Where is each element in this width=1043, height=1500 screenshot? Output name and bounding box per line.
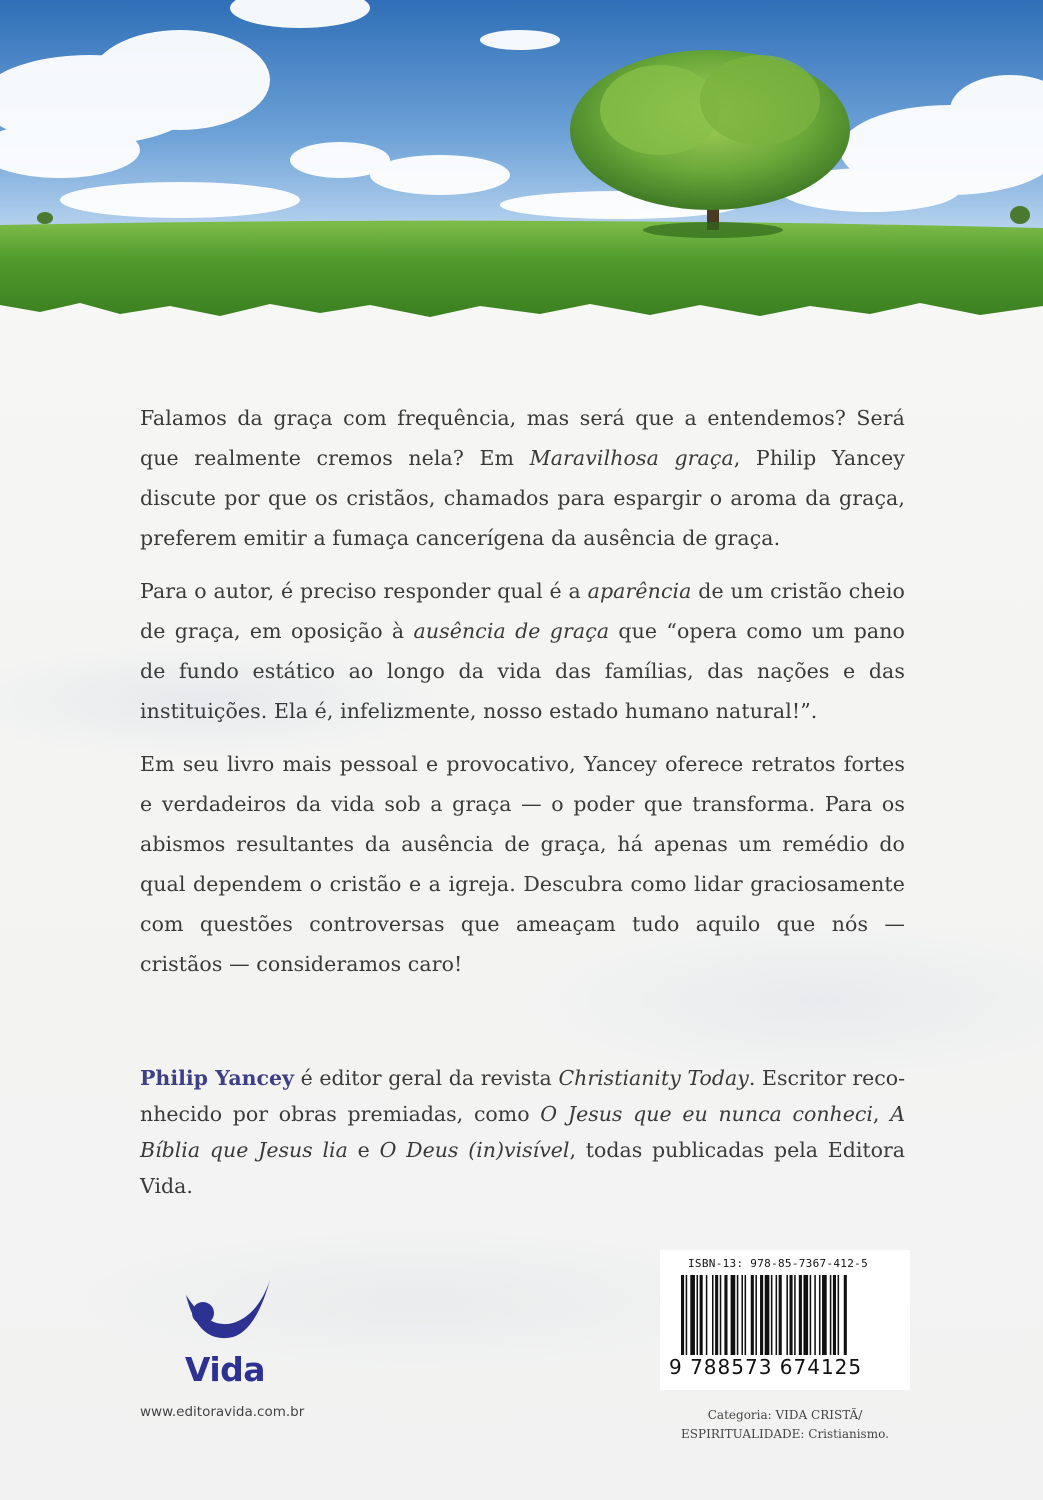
category-label — [660, 1406, 910, 1444]
barcode-icon — [681, 1275, 896, 1355]
publisher-website[interactable]: www.editoravida.com.br — [140, 1404, 305, 1420]
bio-run: Christianity Today — [558, 1066, 749, 1090]
bio-run: , todas publicadas pela Editora Vida. — [140, 1138, 906, 1198]
synopsis-paragraph — [140, 744, 905, 984]
synopsis-paragraph — [140, 398, 905, 558]
category-line-1: Categoria: VIDA CRISTÃ/ — [707, 1408, 863, 1422]
synopsis-run: aparência — [587, 579, 692, 603]
author-bio — [140, 1060, 905, 1204]
synopsis-run: Para o autor, é preciso responder qual é a — [140, 579, 588, 603]
synopsis-paragraph — [140, 571, 905, 731]
synopsis-run: ausência de graça — [413, 619, 610, 643]
bio-run: é editor geral da revista — [293, 1066, 559, 1090]
synopsis-run: , Philip Yancey discute por que os cristãos, chamados para espargir o aroma da graça, preferem emitir a fumaça cancerígena da ausência de graça. — [140, 446, 905, 550]
landscape-tree-field-image — [0, 0, 1043, 320]
bio-run: , — [872, 1102, 891, 1126]
bio-run: A Bíblia que Jesus lia — [140, 1102, 905, 1162]
category-line-2: ESPIRITUALIDADE: Cristianismo. — [681, 1427, 889, 1441]
bio-run: O Jesus que eu nunca conheci — [540, 1102, 873, 1126]
synopsis-run: de um cristão cheio de graça, em oposição à — [140, 579, 905, 643]
synopsis — [140, 398, 905, 997]
synopsis-run: que “opera como um pano de fundo estático ao longo da vida das famílias, das nações e das instituições. Ela é, infelizmente, nosso estado humano natural!”. — [140, 619, 906, 723]
bio-run: O Deus (in)visível — [379, 1138, 570, 1162]
isbn-label: ISBN-13: 978-85-7367-412-5 — [688, 1257, 868, 1270]
bio-run: e — [347, 1138, 380, 1162]
bio-run: . Escritor reco-nhecido por obras premiadas, como — [140, 1066, 906, 1126]
publisher-logo-text: Vida — [184, 1350, 266, 1389]
bio-run: Philip Yancey — [140, 1066, 294, 1090]
synopsis-run: Maravilhosa graça — [529, 446, 734, 470]
synopsis-run: Falamos da graça com frequência, mas será que a entendemos? Será que realmente cremos nela? Em — [140, 406, 905, 470]
synopsis-run: Em seu livro mais pessoal e provocativo, Yancey oferece retratos fortes e verdadeiros da vida sob a graça — o poder que transforma. Para os abismos resultantes da ausência de graça, há apenas um remédio do qual dependem o cristão e a igreja. Descubra como lidar graciosamente com questões controversas que ameaçam tudo aquilo que nós — cristãos — consideramos caro! — [140, 752, 905, 976]
barcode-digits: 9 788573 674125 — [669, 1355, 863, 1379]
